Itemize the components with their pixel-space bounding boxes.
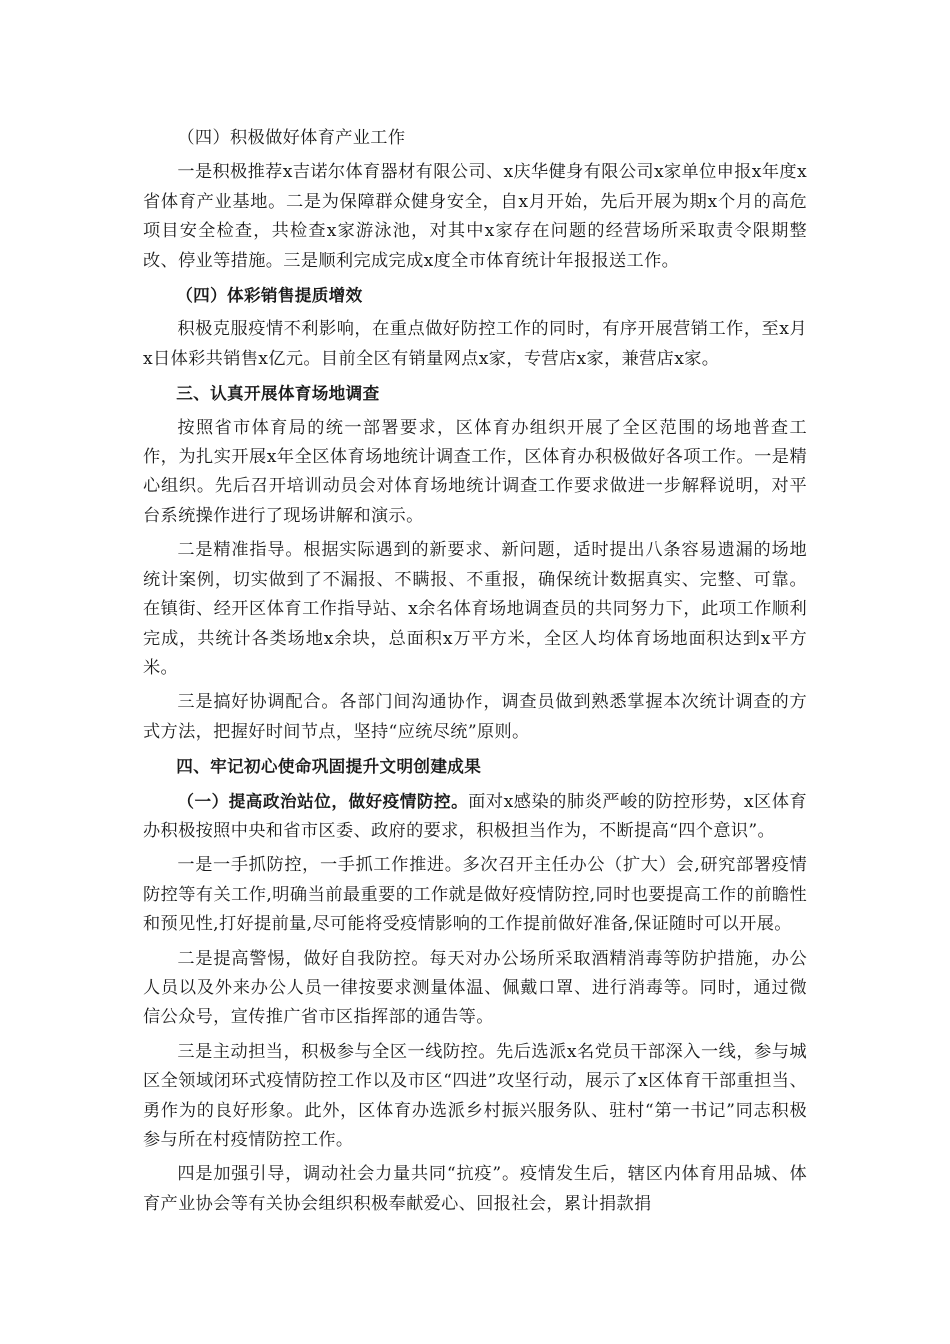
document-body	[143, 124, 807, 1219]
section-heading-sports-industry: （四）积极做好体育产业工作	[177, 128, 406, 148]
paragraph-lead-bold: （一）提高政治站位，做好疫情防控。	[177, 791, 469, 811]
section-heading-venue-survey: 三、认真开展体育场地调查	[176, 384, 380, 404]
paragraph-venue-survey-2: 二是精准指导。根据实际遇到的新要求、新问题，适时提出八条容易遗漏的场地统计案例，切实做到了不漏报、不瞒报、不重报，确保统计数据真实、完整、可靠。在镇街、经开区体育工作指导站、x余名体育场地调查员的共同努力下，此项工作顺利完成，共统计各类场地x余块，总面积x万平方米，全区人均体育场地面积达到x平方米。	[143, 540, 807, 678]
paragraph-venue-survey-3: 三是搞好协调配合。各部门间沟通协作，调查员做到熟悉掌握本次统计调查的方式方法，把握好时间节点，坚持“应统尽统”原则。	[143, 692, 807, 742]
paragraph-lead-rest: 面对x感染的肺炎严峻的防控形势，x区体育办积极按照中央和省市区委、政府的要求，积极担当作为，不断提高“四个意识”。	[143, 791, 807, 841]
paragraph-venue-survey-1: 按照省市体育局的统一部署要求，区体育办组织开展了全区范围的场地普查工作，为扎实开展x年全区体育场地统计调查工作，区体育办积极做好各项工作。一是精心组织。先后召开培训动员会对体育场地统计调查工作要求做进一步解释说明，对平台系统操作进行了现场讲解和演示。	[143, 417, 807, 526]
paragraph-sports-industry: 一是积极推荐x吉诺尔体育器材有限公司、x庆华健身有限公司x家单位申报x年度x省体育产业基地。二是为保障群众健身安全，自x月开始，先后开展为期x个月的高危项目安全检查，共检查x家游泳池，对其中x家存在问题的经营场所采取责令限期整改、停业等措施。三是顺利完成完成x度全市体育统计年报报送工作。	[143, 162, 807, 271]
section-heading-civilization: 四、牢记初心使命巩固提升文明创建成果	[176, 757, 482, 777]
paragraph-lottery: 积极克服疫情不利影响，在重点做好防控工作的同时，有序开展营销工作，至x月x日体彩共销售x亿元。目前全区有销量网点x家，专营店x家，兼营店x家。	[143, 319, 807, 369]
section-heading-lottery: （四）体彩销售提质增效	[176, 286, 363, 306]
paragraph-epidemic-4: 四是加强引导，调动社会力量共同“抗疫”。疫情发生后，辖区内体育用品城、体育产业协会等有关协会组织积极奉献爱心、回报社会，累计捐款捐	[143, 1164, 807, 1214]
paragraph-epidemic-intro	[143, 787, 807, 847]
paragraph-epidemic-1: 一是一手抓防控，一手抓工作推进。多次召开主任办公（扩大）会,研究部署疫情防控等有关工作,明确当前最重要的工作就是做好疫情防控,同时也要提高工作的前瞻性和预见性,打好提前量,尽可能将受疫情影响的工作提前做好准备,保证随时可以开展。	[143, 855, 807, 935]
paragraph-epidemic-2: 二是提高警惕，做好自我防控。每天对办公场所采取酒精消毒等防护措施，办公人员以及外来办公人员一律按要求测量体温、佩戴口罩、进行消毒等。同时，通过微信公众号，宣传推广省市区指挥部的通告等。	[143, 948, 807, 1028]
paragraph-epidemic-3: 三是主动担当，积极参与全区一线防控。先后选派x名党员干部深入一线，参与城区全领域闭环式疫情防控工作以及市区“四进”攻坚行动，展示了x区体育干部重担当、勇作为的良好形象。此外，区体育办选派乡村振兴服务队、驻村“第一书记”同志积极参与所在村疫情防控工作。	[143, 1041, 807, 1150]
